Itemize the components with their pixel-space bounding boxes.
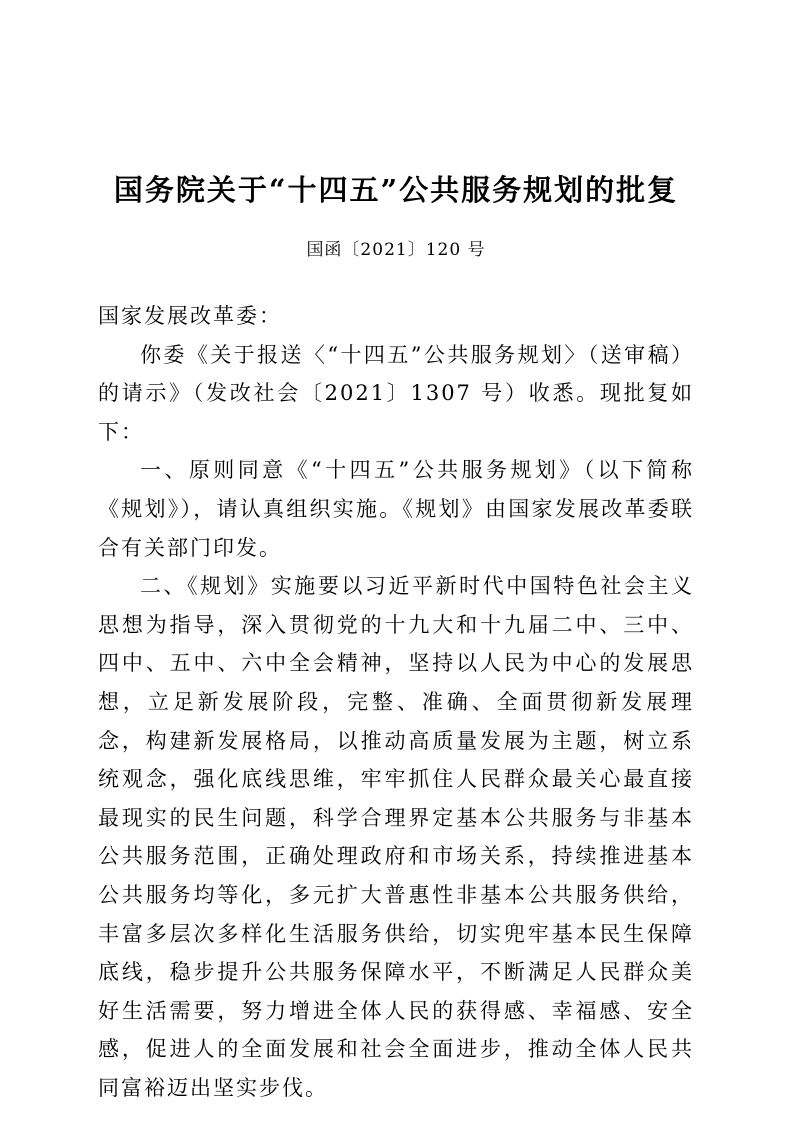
salutation-line: 国家发展改革委： <box>98 304 282 328</box>
document-title: 国务院关于“十四五”公共服务规划的批复 <box>113 173 679 207</box>
paragraph-intro: 你委《关于报送〈“十四五”公共服务规划〉（送审稿）的请示》（发改社会〔2021〕1307 号）收悉。现批复如下： <box>98 342 694 444</box>
paragraph-item-2: 二、《规划》实施要以习近平新时代中国特色社会主义思想为指导，深入贯彻党的十九大和十九届二中、三中、四中、五中、六中全会精神，坚持以人民为中心的发展思想，立足新发展阶段，完整、准确、全面贯彻新发展理念，构建新发展格局，以推动高质量发展为主题，树立系统观念，强化底线思维，牢牢抓住人民群众最关心最直接最现实的民生问题，科学合理界定基本公共服务与非基本公共服务范围，正确处理政府和市场关系，持续推进基本公共服务均等化，多元扩大普惠性非基本公共服务供给，丰富多层次多样化生活服务供给，切实兜牢基本民生保障底线，稳步提升公共服务保障水平，不断满足人民群众美好生活需要，努力增进全体人民的获得感、幸福感、安全感，促进人的全面发展和社会全面进步，推动全体人民共同富裕迈出坚实步伐。 <box>98 574 694 1100</box>
document-number: 国函〔2021〕120 号 <box>306 240 486 260</box>
document-body <box>98 297 694 1107</box>
paragraph-item-1: 一、原则同意《“十四五”公共服务规划》（以下简称《规划》），请认真组织实施。《规划》由国家发展改革委联合有关部门印发。 <box>98 458 694 560</box>
